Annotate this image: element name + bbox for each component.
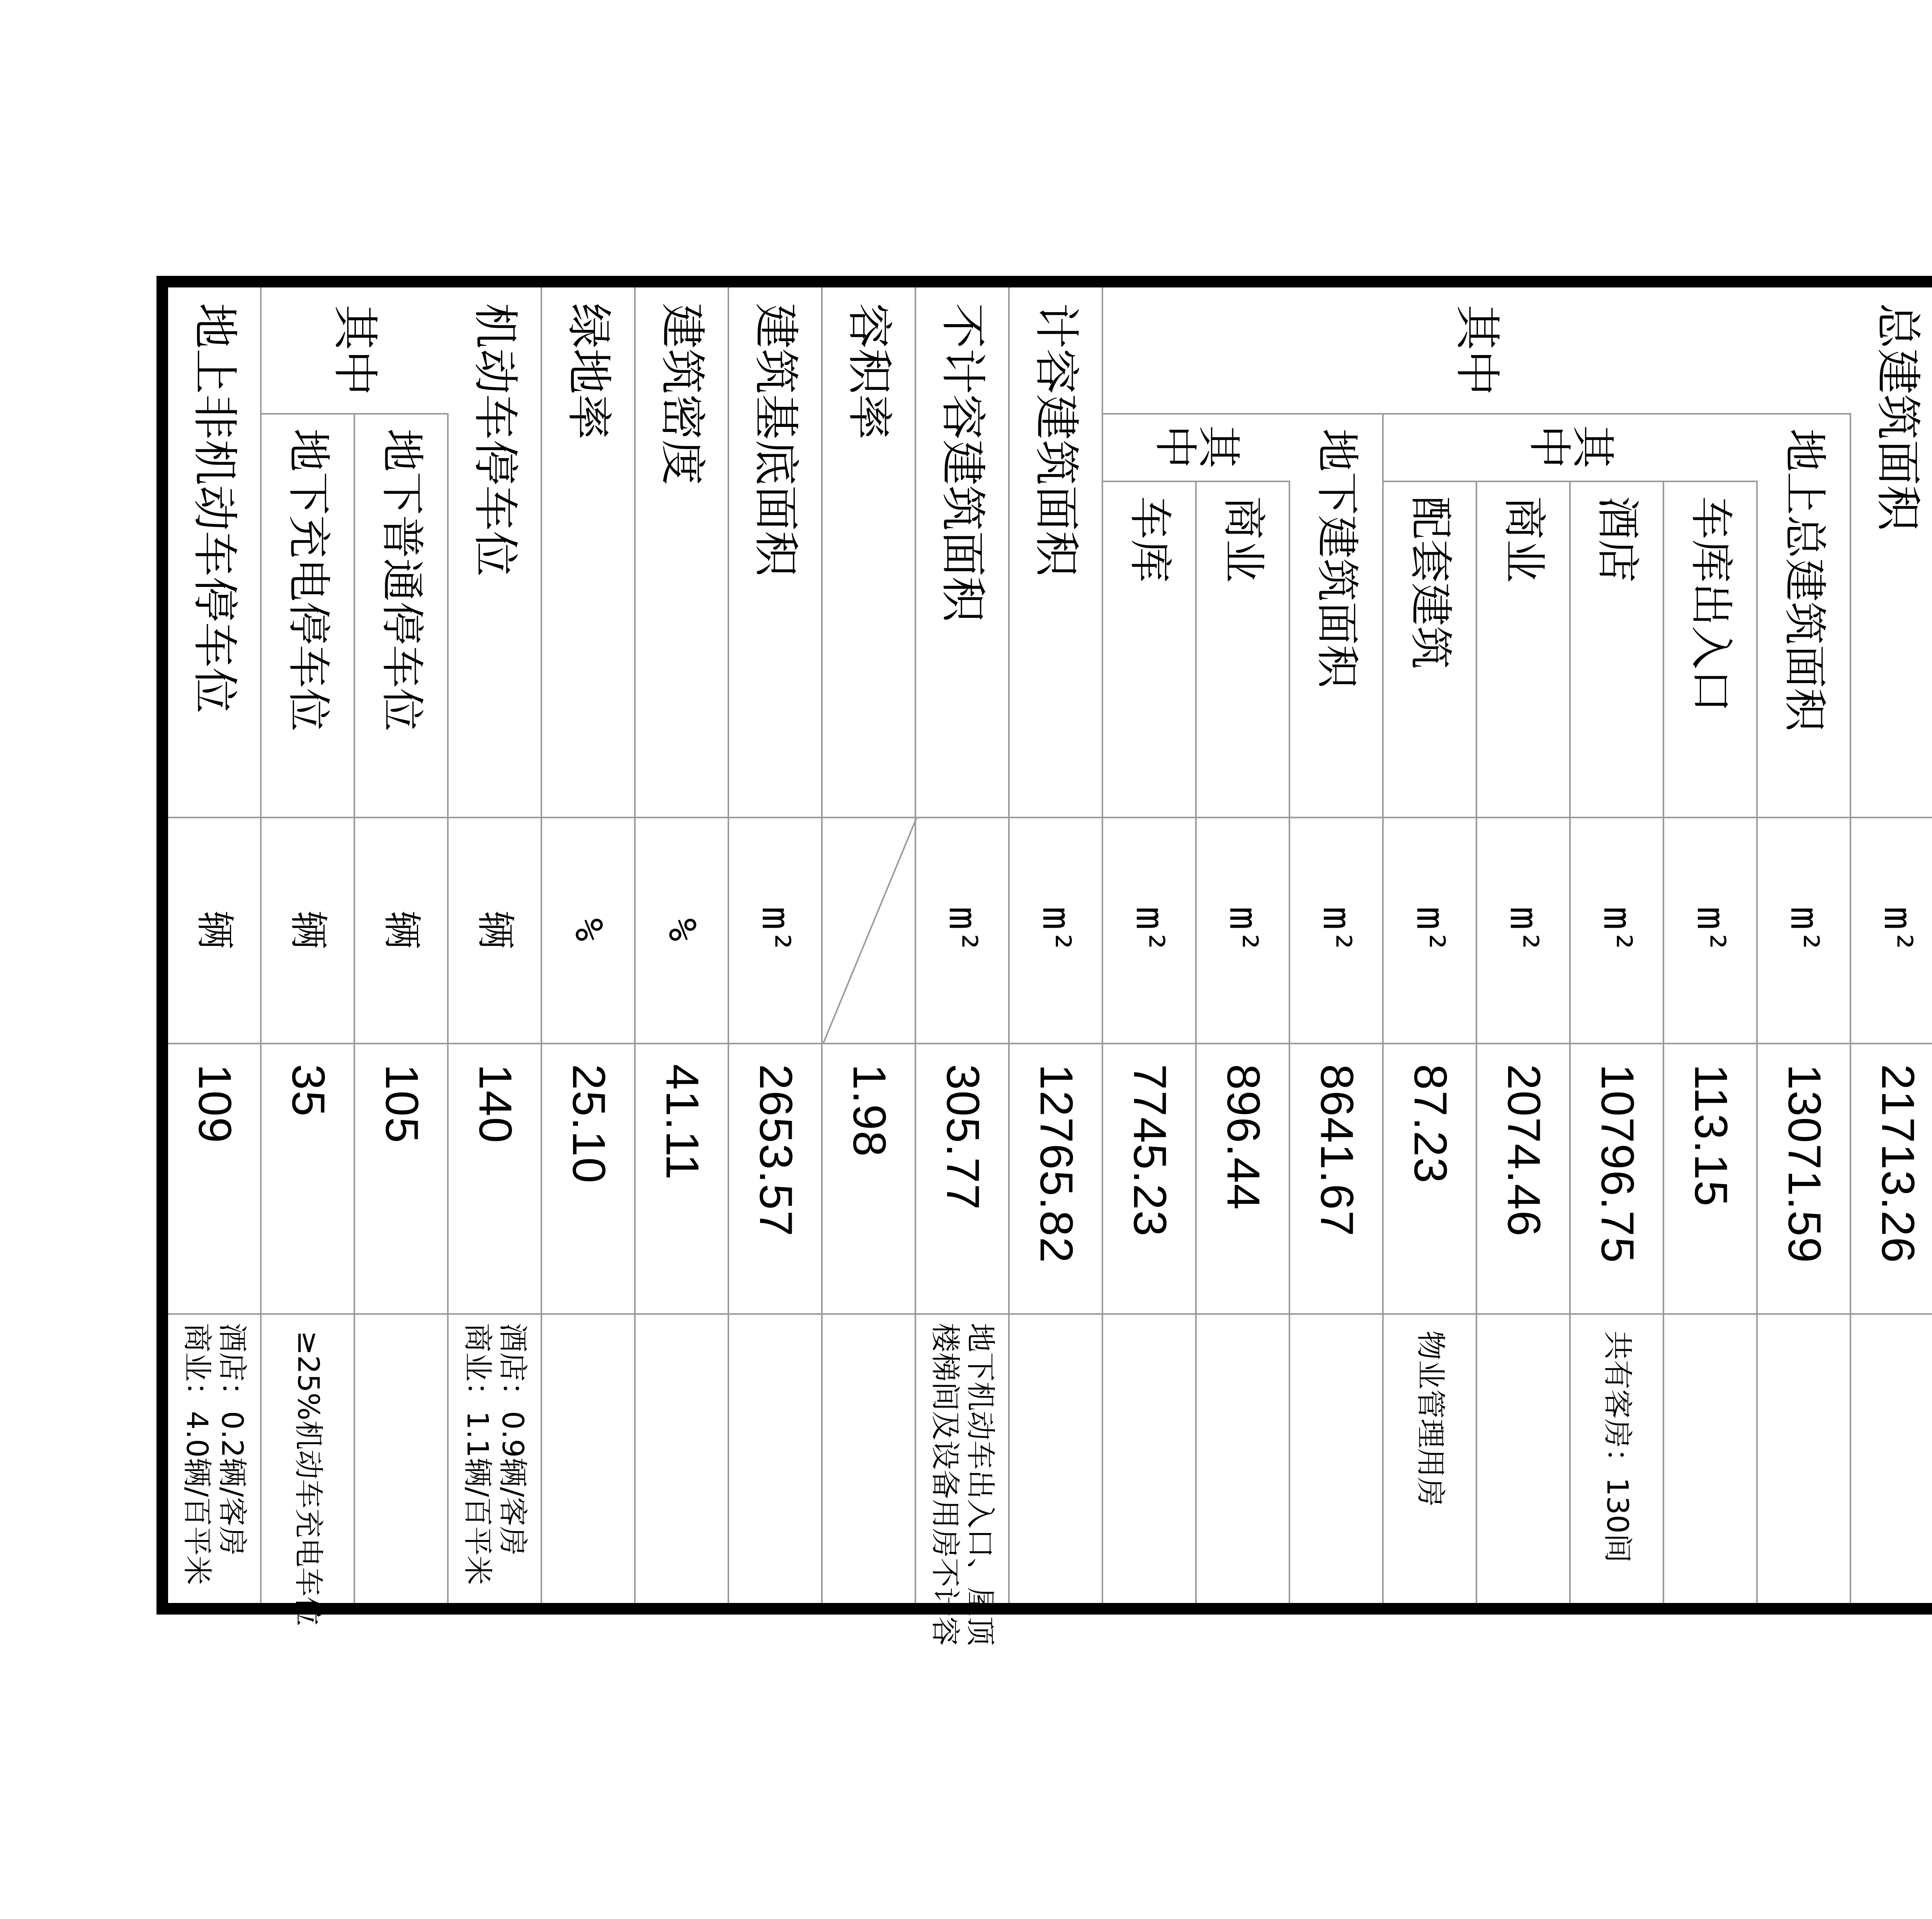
row-value: 87.23 xyxy=(1405,1064,1456,1184)
row-note-line: 地下机动车出入口、屋顶 xyxy=(963,1323,998,1646)
row-label: 绿地率 xyxy=(562,303,616,440)
row-unit-cell xyxy=(1664,817,1758,1043)
row-label: 计容建筑面积 xyxy=(1030,303,1083,577)
row-unit: m² xyxy=(1221,906,1266,953)
subgroup-label-below xyxy=(1103,413,1290,481)
subgroup-label-above xyxy=(1384,413,1758,481)
row-unit: 辆 xyxy=(473,910,518,949)
row-unit-cell xyxy=(1010,817,1103,1043)
row-note xyxy=(449,1323,542,1603)
row-label-cell xyxy=(542,303,636,817)
group-label-area-cell xyxy=(1103,287,1851,413)
row-label: 地上总建筑面积 xyxy=(1779,428,1830,731)
row-label-cell xyxy=(355,428,449,817)
row-label-cell xyxy=(168,303,262,817)
row-value: 113.15 xyxy=(1685,1064,1737,1207)
row-label: 地下普通停车位 xyxy=(377,428,427,731)
row-unit-cell xyxy=(542,817,636,1043)
row-value: 1.98 xyxy=(844,1064,895,1158)
row-unit: % xyxy=(660,918,705,942)
row-unit-cell xyxy=(1384,817,1477,1043)
row-unit-cell xyxy=(1103,817,1197,1043)
row-unit: 辆 xyxy=(286,910,331,949)
row-value: 12765.82 xyxy=(1031,1064,1082,1264)
row-unit: m² xyxy=(940,906,986,953)
row-value-cell xyxy=(916,1064,1010,1313)
row-value-cell xyxy=(542,1064,636,1313)
row-value-cell xyxy=(355,1064,449,1313)
row-label: 总建筑面积 xyxy=(1871,303,1925,531)
row-label-cell xyxy=(262,428,355,817)
row-value-cell xyxy=(262,1064,355,1313)
row-value: 8641.67 xyxy=(1311,1064,1363,1237)
row-label-cell xyxy=(1664,496,1758,817)
row-unit-cell xyxy=(355,817,449,1043)
group-label-parking-cell xyxy=(262,287,449,413)
row-label-cell xyxy=(916,303,1010,817)
row-unit-cell xyxy=(1571,817,1664,1043)
row-unit: m² xyxy=(1034,906,1079,953)
row-unit: m² xyxy=(1595,906,1640,953)
row-note-line: 酒店：0.9辆/客房 xyxy=(496,1323,531,1556)
row-label: 商业 xyxy=(1499,496,1549,583)
row-unit-cell xyxy=(262,817,355,1043)
row-label-cell xyxy=(729,303,823,817)
row-value: 305.77 xyxy=(937,1064,989,1211)
group-label-part: 其 xyxy=(1567,425,1617,469)
row-unit-cell xyxy=(1477,817,1571,1043)
row-label: 容积率 xyxy=(843,303,896,440)
row-note-cell xyxy=(262,1331,355,1626)
row-note xyxy=(916,1323,1010,1646)
row-label: 地下建筑面积 xyxy=(1312,428,1362,688)
row-value: 35 xyxy=(282,1064,334,1117)
row-label: 车库 xyxy=(1125,496,1175,583)
row-unit-cell xyxy=(1197,817,1290,1043)
row-note xyxy=(168,1323,262,1603)
row-unit-cell xyxy=(1290,817,1384,1043)
row-note: ≥25%机动车充电车位 xyxy=(291,1331,326,1626)
group-column-divider xyxy=(1103,481,1290,482)
column-divider xyxy=(168,1043,1932,1044)
row-label-cell xyxy=(449,303,542,817)
row-unit: 辆 xyxy=(192,910,238,949)
row-value: 109 xyxy=(189,1064,241,1144)
row-note-line: 商业：1.1辆/百平米 xyxy=(461,1323,495,1585)
row-note-line: 楼梯间及设备用房不计容 xyxy=(928,1323,963,1646)
row-unit: m² xyxy=(1128,906,1173,953)
row-unit-cell xyxy=(1851,817,1932,1043)
row-value-cell xyxy=(1477,1064,1571,1313)
row-value-cell xyxy=(1290,1064,1384,1313)
row-unit: m² xyxy=(1876,906,1921,953)
row-value-cell xyxy=(1103,1064,1197,1313)
row-unit: m² xyxy=(1408,906,1453,953)
row-label-cell xyxy=(1571,496,1664,817)
row-value: 13071.59 xyxy=(1779,1064,1830,1264)
row-unit: % xyxy=(566,918,612,942)
row-unit: 辆 xyxy=(379,910,425,949)
row-note: 共有客房：130间 xyxy=(1600,1331,1635,1563)
row-unit: m² xyxy=(1689,906,1734,953)
row-value: 2653.57 xyxy=(750,1064,802,1237)
row-label: 商业 xyxy=(1218,496,1269,583)
row-note-cell xyxy=(1571,1331,1664,1603)
row-label-cell xyxy=(1103,496,1197,817)
row-label-cell xyxy=(636,303,729,817)
row-label: 车库出入口 xyxy=(1686,496,1736,712)
row-label: 酒店 xyxy=(1592,496,1643,583)
row-note-cell xyxy=(1384,1331,1477,1603)
group-label-parking: 其中 xyxy=(328,304,382,396)
row-value: 10796.75 xyxy=(1592,1064,1643,1264)
row-label-cell xyxy=(1197,496,1290,817)
row-unit-cell xyxy=(449,817,542,1043)
row-label-cell xyxy=(1010,303,1103,817)
row-label: 机动车停车位 xyxy=(469,303,522,577)
row-unit-cell xyxy=(916,817,1010,1043)
group-label-part: 中 xyxy=(1150,425,1200,469)
row-label-cell xyxy=(1851,303,1932,817)
row-value: 41.11 xyxy=(656,1064,708,1181)
row-value-cell xyxy=(168,1064,262,1313)
row-value: 7745.23 xyxy=(1124,1064,1176,1237)
row-value: 896.44 xyxy=(1218,1064,1269,1211)
row-value-cell xyxy=(449,1064,542,1313)
row-value-cell xyxy=(1571,1064,1664,1313)
row-label-cell xyxy=(1758,428,1851,817)
row-unit: m² xyxy=(1782,906,1827,953)
row-value-cell xyxy=(1851,1064,1932,1313)
group-column-divider xyxy=(262,413,449,415)
row-label: 建筑密度 xyxy=(656,303,709,486)
row-note: 物业管理用房 xyxy=(1413,1331,1448,1507)
row-label: 不计容建筑面积 xyxy=(936,303,990,622)
group-column-divider xyxy=(1384,481,1758,482)
row-label: 配套建筑 xyxy=(1405,496,1456,669)
row-unit: m² xyxy=(753,906,799,953)
row-unit-cell xyxy=(1758,817,1851,1043)
unit-slash xyxy=(823,817,918,1044)
row-unit: m² xyxy=(1502,906,1547,953)
row-value-cell xyxy=(1384,1064,1477,1313)
row-value-cell xyxy=(1664,1064,1758,1313)
row-value: 140 xyxy=(469,1064,521,1144)
column-divider xyxy=(168,1313,1932,1315)
group-label-part: 中 xyxy=(1524,425,1574,469)
row-unit-cell xyxy=(636,817,729,1043)
row-value: 21713.26 xyxy=(1872,1064,1924,1264)
row-unit-cell xyxy=(168,817,262,1043)
row-unit-cell xyxy=(729,817,823,1043)
group-label-area: 其中 xyxy=(1451,304,1504,396)
row-value-cell xyxy=(1010,1064,1103,1313)
economic-indicators-table xyxy=(156,276,1932,1646)
group-label-part: 其 xyxy=(1193,425,1243,469)
row-label-cell xyxy=(1477,496,1571,817)
row-label: 建筑基底面积 xyxy=(749,303,803,577)
row-note-line: 酒店：0.2辆/客房 xyxy=(215,1323,250,1556)
row-value: 25.10 xyxy=(563,1064,615,1184)
row-unit: m² xyxy=(1315,906,1360,953)
row-label-cell xyxy=(823,303,916,817)
row-value-cell xyxy=(636,1064,729,1313)
row-value: 2074.46 xyxy=(1498,1064,1550,1237)
row-note-line: 商业：4.0辆/百平米 xyxy=(180,1323,214,1585)
row-value-cell xyxy=(823,1064,916,1313)
row-value-cell xyxy=(1758,1064,1851,1313)
row-value: 105 xyxy=(376,1064,428,1144)
row-value-cell xyxy=(1197,1064,1290,1313)
row-value-cell xyxy=(729,1064,823,1313)
row-label: 地下充电停车位 xyxy=(283,428,333,731)
row-label: 地上非机动车停车位 xyxy=(188,303,242,714)
row-label-cell xyxy=(1290,428,1384,817)
row-label-cell xyxy=(1384,496,1477,817)
